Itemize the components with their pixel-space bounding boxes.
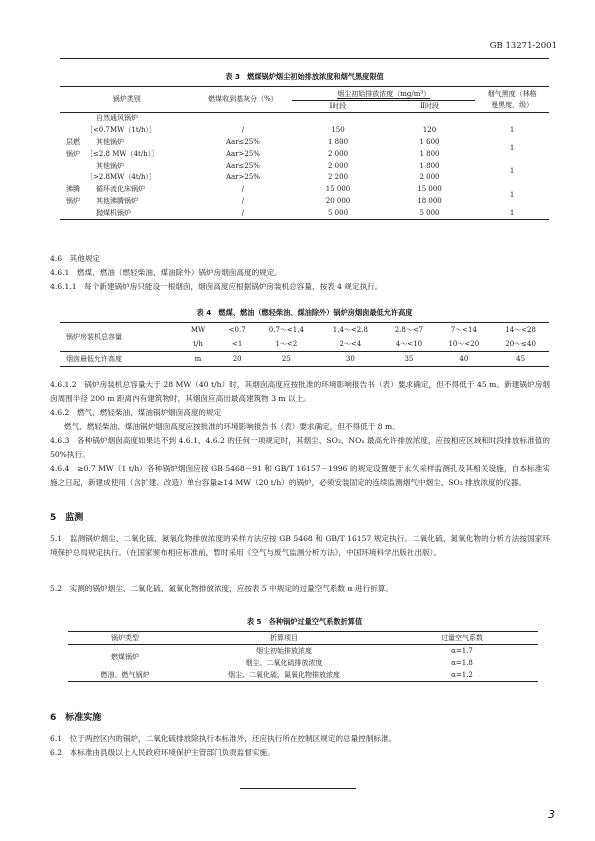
t3-h-period2: Ⅱ时段	[384, 101, 475, 113]
para-5-2: 5.2 实测的锅炉烟尘、二氧化硫、氮氧化物排放浓度，应按表 5 中规定的过量空气系数 α 进行折算。	[50, 584, 394, 593]
t3-cell: 120	[422, 126, 437, 135]
t3-h-blackness: 烟气黑度（林格 曼黑度，级）	[475, 87, 549, 113]
t3-cell: 1	[509, 143, 515, 152]
t3-h-period1: Ⅰ时段	[292, 101, 383, 113]
table-row	[60, 125, 549, 137]
t3-cell: 1	[509, 208, 515, 217]
t3-cell: 1 800	[419, 149, 440, 158]
t3-cell: Aar>25%	[225, 173, 260, 182]
t3-cell: /	[241, 208, 245, 217]
table5	[68, 631, 538, 682]
table-row	[68, 645, 538, 658]
t3-h-dust: 烟尘初始排放浓度（mg/m³）	[292, 87, 475, 101]
t3-h-ash: 燃煤收到基灰分（%）	[194, 87, 293, 113]
t3-cell: 2 200	[327, 173, 349, 182]
t5-cell: α=1.7	[451, 646, 473, 655]
section-5-heading: 5 监测	[50, 513, 84, 523]
t3-cell: 5 000	[419, 208, 440, 217]
t3-cell: 1 600	[419, 137, 440, 146]
table-row	[60, 323, 549, 338]
t3-cell: 1	[509, 167, 515, 176]
t3-cell: 1 800	[327, 137, 349, 146]
t3-cell	[194, 113, 293, 125]
t3-cell: 15 000	[325, 185, 351, 194]
standard-number: GB 13271-2001	[489, 41, 557, 51]
page-number: 3	[548, 808, 555, 821]
t4-cell: 25	[254, 352, 318, 367]
para-6-1: 6.1 位于两控区内的锅炉，二氧化硫排放除执行本标准外，还应执行所在控制区规定的总量控制标准。	[50, 734, 397, 743]
t5-cell: 燃油、燃气锅炉	[100, 670, 150, 679]
header-rule	[60, 58, 549, 59]
t4-cell: 7～<14	[450, 325, 477, 334]
table-row	[60, 148, 549, 160]
para-4-6-1-1: 4.6.1.1 每个新建锅炉房只能设一根烟囱，烟囱高度应根据锅炉房装机总容量，按表 4 规定执行。	[50, 282, 383, 291]
para-4-6-1-2: 4.6.1.2 锅炉房装机总容量大于 28 MW（40 t/h）时，其烟囱高度应按批准的环境影响报告书（表）要求确定，但不得低于 45 m。新建锅炉房烟囱周围半径 200 m 距离内有建筑物时，其烟囱应高出最高建筑物 3 m 以上。	[50, 380, 550, 403]
t4-height-unit: m	[176, 352, 220, 367]
t4-cell: 1.4～<2.8	[332, 325, 368, 334]
t3-cell: 15 000	[417, 185, 442, 194]
t4-cell: 45	[492, 352, 549, 367]
t3-cell: /	[241, 196, 245, 205]
t3-cell	[475, 113, 549, 125]
t3-cell: 150	[331, 126, 345, 135]
table-row	[60, 196, 549, 208]
t5-cell: 燃煤锅炉	[111, 652, 139, 661]
t4-cell: 14～<28	[505, 325, 536, 334]
t3-cell: 2 000	[419, 173, 440, 182]
t3-cell: /	[241, 126, 245, 135]
t3-h-category: 锅炉类别	[60, 87, 194, 113]
t5-cell: 烟尘、二氧化硫、氮氧化物排放浓度	[228, 670, 340, 679]
table-row	[60, 113, 549, 125]
t4-row-label: 锅炉房装机总容量	[66, 332, 122, 341]
t3-cell: 18 000	[417, 196, 442, 205]
table4-caption: 表 4 燃煤、燃油（燃轻柴油、煤油除外）锅炉房烟囱最低允许高度	[196, 308, 413, 317]
para-4-6: 4.6 其他规定	[50, 254, 101, 263]
section-6-heading: 6 标准实施	[50, 713, 102, 723]
t4-cell: 30	[318, 352, 382, 367]
t4-cell: 2.8～<7	[394, 325, 424, 334]
t3-cell: 抛煤机锅炉	[96, 208, 131, 217]
t3-cell: ［>2.8MW（4t/h）］	[86, 173, 156, 182]
t3-cell: 1 800	[419, 161, 440, 170]
t4-cell: <0.7	[228, 325, 246, 334]
t3-cell: 沸腾 循环流化床锅炉	[66, 185, 145, 194]
t5-cell: 烟尘初始排放浓度	[256, 646, 312, 655]
footer-rule	[240, 788, 356, 789]
t5-cell: 烟尘、二氧化硫排放浓度	[245, 658, 323, 667]
t3-cell: 其他锅炉	[96, 161, 124, 170]
t5-header: 过量空气系数	[386, 632, 538, 645]
table3	[60, 86, 549, 220]
para-4-6-1: 4.6.1 燃煤、燃油（燃轻柴油、煤油除外）锅炉房烟囱高度的规定。	[50, 268, 282, 277]
table3-caption: 表 3 燃煤锅炉烟尘初始排放浓度和烟气黑度限值	[225, 72, 384, 81]
t4-cell: 0.7～<1.4	[268, 325, 304, 334]
t3-cell	[384, 113, 475, 125]
t3-cell: Aar≤25%	[225, 161, 260, 170]
t5-header: 折算项目	[182, 632, 386, 645]
table5-caption: 表 5 各种锅炉过量空气系数折算值	[246, 617, 363, 626]
t4-cell: 35	[382, 352, 435, 367]
t3-cell: 1	[509, 190, 515, 199]
t4-cell: 2～<4	[339, 339, 362, 348]
t4-unit: MW	[190, 325, 206, 334]
t5-header: 锅炉类型	[68, 632, 182, 645]
t3-cell: 2 000	[327, 149, 349, 158]
t3-cell: Aar≤25%	[225, 137, 260, 146]
para-6-2: 6.2 本标准由县级以上人民政府环境保护主管部门负责监督实施。	[50, 748, 275, 757]
t4-cell: 20	[220, 352, 254, 367]
para-4-6-2-body: 燃气、燃轻柴油、煤油锅炉烟囱高度应按批准的环境影响报告书（表）要求确定，但不得低于 8 m。	[64, 422, 400, 431]
table-row	[68, 632, 538, 645]
t5-cell: α=1.8	[451, 658, 473, 667]
t3-cell: ［<0.7MW（1t/h）］	[86, 126, 156, 135]
t3-cell	[292, 113, 383, 125]
t4-cell: 10～<20	[448, 339, 480, 348]
para-4-6-2: 4.6.2 燃气、燃轻柴油、煤油锅炉烟囱高度的规定	[50, 408, 222, 417]
t4-unit: t/h	[193, 339, 203, 348]
t3-cell: 锅炉 其他沸腾锅炉	[66, 196, 138, 205]
para-5-1: 5.1 监测锅炉烟尘、二氧化硫、氮氧化物排放浓度的采样方法应按 GB 5468 和 GB/T 16157 规定执行。二氧化硫、氮氧化物的分析方法按国家环境保护总局规定执行。（在国家颁布相应标准前，暂时采用《空气与废气监测分析方法》，中国环境科学出版社出版）。	[50, 534, 550, 557]
t4-cell: 20～≤40	[505, 339, 536, 348]
t4-cell: 4～<10	[395, 339, 423, 348]
t3-cell: 5 000	[327, 208, 349, 217]
t4-cell: <1	[232, 339, 243, 348]
t5-cell: α=1.2	[451, 670, 473, 679]
para-4-6-4: 4.6.4 ≥0.7 MW（1 t/h）各种锅炉烟囱应按 GB 5468－91 和 GB/T 16157－1996 的规定设置便于永久采样监测孔及其相关设施，自本标准实施之日起，新建成使用（含扩建、改造）单台容量≥14 MW（20 t/h）的锅炉，必须安装固定的连续监测烟气中烟尘、SO₂ 排放浓度的仪器。	[50, 464, 550, 487]
t3-cell: 锅炉 ［≤2.8 MW（4t/h）］	[66, 149, 159, 158]
t4-cell: 40	[435, 352, 492, 367]
table-row	[60, 352, 549, 367]
table-row	[68, 669, 538, 682]
table4	[60, 322, 549, 367]
table-row	[60, 207, 549, 219]
para-4-6-3: 4.6.3 各种锅炉烟囱高度如果达不到 4.6.1、4.6.2 的任何一项规定时，其烟尘、SO₂、NOₓ 最高允许排放浓度，应按相应区域和时段排放标准值的 50%执行。	[50, 436, 550, 459]
t4-cell: 1～<2	[275, 339, 298, 348]
t3-cell: 1	[509, 126, 515, 135]
t4-height-label: 烟囱最低允许高度	[60, 352, 176, 367]
t3-cell: Aar>25%	[225, 149, 260, 158]
t3-cell: 层燃 其他锅炉	[66, 137, 124, 146]
t3-cell: 2 000	[327, 161, 349, 170]
t3-cell: /	[241, 185, 245, 194]
table-row	[60, 172, 549, 184]
t3-cell: 20 000	[325, 196, 351, 205]
t3-cell: 自然通风锅炉	[96, 114, 138, 123]
